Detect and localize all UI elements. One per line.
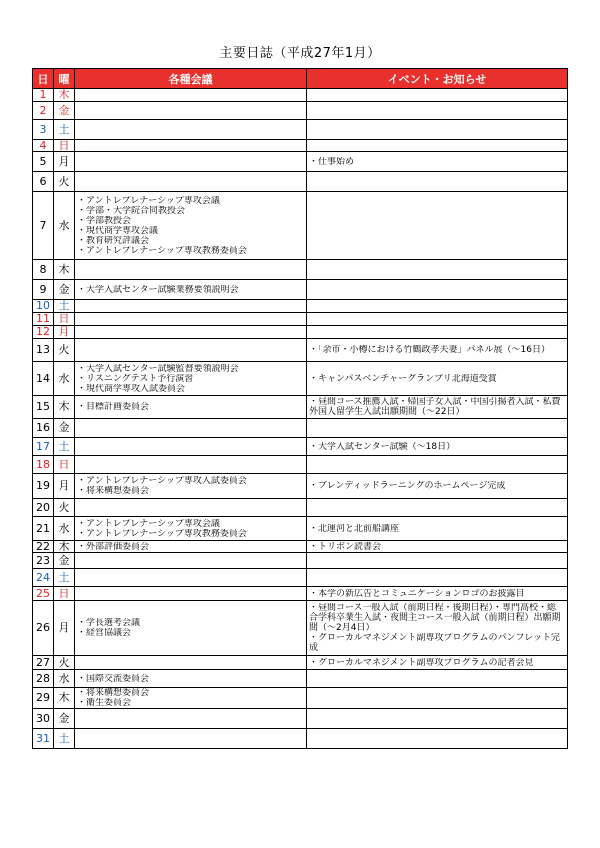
events-cell bbox=[307, 729, 568, 749]
events-cell bbox=[307, 260, 568, 280]
day-cell: 22 bbox=[33, 541, 54, 553]
day-cell: 27 bbox=[33, 656, 54, 670]
meetings-cell bbox=[75, 396, 307, 419]
meetings-cell bbox=[75, 474, 307, 499]
table-row bbox=[33, 438, 568, 456]
table-body bbox=[33, 89, 568, 749]
meetings-cell bbox=[75, 140, 307, 152]
table-row bbox=[33, 709, 568, 729]
table-row bbox=[33, 152, 568, 172]
weekday-cell: 火 bbox=[54, 656, 75, 670]
events-cell bbox=[307, 456, 568, 474]
day-cell: 8 bbox=[33, 260, 54, 280]
weekday-cell: 水 bbox=[54, 517, 75, 541]
table-row bbox=[33, 419, 568, 438]
meeting-item: ・大学入試センター試験監督要領説明会 bbox=[77, 363, 239, 374]
weekday-cell: 月 bbox=[54, 601, 75, 656]
day-cell: 21 bbox=[33, 517, 54, 541]
meeting-item: ・将来構想委員会 bbox=[77, 688, 150, 698]
table-row bbox=[33, 517, 568, 541]
header-meetings: 各種会議 bbox=[75, 69, 307, 89]
table-row bbox=[33, 656, 568, 670]
day-cell: 26 bbox=[33, 601, 54, 656]
meetings-cell bbox=[75, 438, 307, 456]
event-item: ・大学入試センター試験（～18日） bbox=[309, 441, 456, 452]
meetings-cell bbox=[75, 553, 307, 569]
weekday-cell: 木 bbox=[54, 89, 75, 102]
table-row bbox=[33, 280, 568, 300]
weekday-cell: 金 bbox=[54, 419, 75, 438]
meetings-cell bbox=[75, 656, 307, 670]
weekday-cell: 金 bbox=[54, 102, 75, 120]
meetings-cell bbox=[75, 670, 307, 688]
events-cell bbox=[307, 280, 568, 300]
meetings-cell bbox=[75, 120, 307, 140]
event-item: ・ブレンディッドラーニングのホームページ完成 bbox=[309, 481, 506, 491]
events-cell bbox=[307, 300, 568, 313]
meeting-item: ・将来構想委員会 bbox=[77, 486, 150, 496]
table-header-row bbox=[33, 69, 568, 89]
events-cell bbox=[307, 601, 568, 656]
weekday-cell: 土 bbox=[54, 120, 75, 140]
events-cell bbox=[307, 339, 568, 362]
events-cell bbox=[307, 396, 568, 419]
day-cell: 11 bbox=[33, 313, 54, 326]
journal-table bbox=[32, 68, 568, 749]
meetings-cell bbox=[75, 280, 307, 300]
day-cell: 6 bbox=[33, 172, 54, 192]
meeting-item: ・アントレプレナーシップ専攻会議 bbox=[77, 195, 220, 206]
events-cell bbox=[307, 89, 568, 102]
meetings-cell bbox=[75, 569, 307, 587]
table-row bbox=[33, 300, 568, 313]
weekday-cell: 日 bbox=[54, 456, 75, 474]
events-cell bbox=[307, 541, 568, 553]
weekday-cell: 土 bbox=[54, 729, 75, 749]
day-cell: 15 bbox=[33, 396, 54, 419]
meetings-cell bbox=[75, 339, 307, 362]
meetings-cell bbox=[75, 587, 307, 601]
day-cell: 24 bbox=[33, 569, 54, 587]
events-cell bbox=[307, 140, 568, 152]
meetings-cell bbox=[75, 362, 307, 396]
events-cell bbox=[307, 102, 568, 120]
weekday-cell: 水 bbox=[54, 670, 75, 688]
weekday-cell: 日 bbox=[54, 313, 75, 326]
table-row bbox=[33, 587, 568, 601]
day-cell: 2 bbox=[33, 102, 54, 120]
day-cell: 13 bbox=[33, 339, 54, 362]
weekday-cell: 火 bbox=[54, 339, 75, 362]
weekday-cell: 木 bbox=[54, 396, 75, 419]
table-row bbox=[33, 569, 568, 587]
weekday-cell: 月 bbox=[54, 152, 75, 172]
weekday-cell: 水 bbox=[54, 192, 75, 260]
table-row bbox=[33, 456, 568, 474]
day-cell: 20 bbox=[33, 499, 54, 517]
table-row bbox=[33, 326, 568, 339]
event-item: ・「余市・小樽における竹鶴政孝夫妻」パネル展（～16日） bbox=[309, 345, 550, 355]
event-item: ・グローカルマネジメント副専攻プログラムの記者会見 bbox=[309, 657, 534, 668]
events-cell bbox=[307, 313, 568, 326]
day-cell: 23 bbox=[33, 553, 54, 569]
meeting-item: ・目標計画委員会 bbox=[77, 402, 150, 412]
table-row bbox=[33, 396, 568, 419]
weekday-cell: 金 bbox=[54, 280, 75, 300]
event-item: ・昼間コース推薦入試・帰国子女入試・中国引揚者入試・私費外国人留学生入試出願期間（～22日） bbox=[309, 397, 561, 417]
meetings-cell bbox=[75, 601, 307, 656]
meetings-cell bbox=[75, 152, 307, 172]
day-cell: 10 bbox=[33, 300, 54, 313]
meetings-cell bbox=[75, 688, 307, 709]
events-cell bbox=[307, 172, 568, 192]
events-cell bbox=[307, 474, 568, 499]
meeting-item: ・学部・大学院合同教授会 bbox=[77, 205, 186, 216]
table-row bbox=[33, 102, 568, 120]
events-cell bbox=[307, 709, 568, 729]
day-cell: 7 bbox=[33, 192, 54, 260]
meetings-cell bbox=[75, 192, 307, 260]
meeting-item: ・学部教授会 bbox=[77, 215, 132, 226]
weekday-cell: 水 bbox=[54, 362, 75, 396]
header-dow: 曜 bbox=[54, 69, 75, 89]
day-cell: 18 bbox=[33, 456, 54, 474]
table-row bbox=[33, 120, 568, 140]
header-day: 日 bbox=[33, 69, 54, 89]
meetings-cell bbox=[75, 499, 307, 517]
table-row bbox=[33, 172, 568, 192]
event-item: ・北運河と北前船講座 bbox=[309, 523, 400, 534]
meeting-item: ・アントレプレナーシップ専攻入試委員会 bbox=[77, 476, 247, 486]
events-cell bbox=[307, 438, 568, 456]
events-cell bbox=[307, 419, 568, 438]
weekday-cell: 火 bbox=[54, 172, 75, 192]
table-row bbox=[33, 729, 568, 749]
table-row bbox=[33, 260, 568, 280]
table-row bbox=[33, 553, 568, 569]
event-item: ・仕事始め bbox=[309, 156, 355, 167]
event-item: ・キャンパスベンチャーグランプリ北海道受賞 bbox=[309, 373, 497, 384]
event-item: ・本学の新広告とコミュニケーションロゴのお披露目 bbox=[309, 588, 525, 599]
meetings-cell bbox=[75, 313, 307, 326]
events-cell bbox=[307, 553, 568, 569]
day-cell: 16 bbox=[33, 419, 54, 438]
meetings-cell bbox=[75, 709, 307, 729]
meetings-cell bbox=[75, 326, 307, 339]
table-row bbox=[33, 313, 568, 326]
weekday-cell: 木 bbox=[54, 541, 75, 553]
weekday-cell: 火 bbox=[54, 499, 75, 517]
meeting-item: ・現代商学専攻会議 bbox=[77, 225, 159, 236]
event-item: ・トリボン読書会 bbox=[309, 541, 382, 552]
day-cell: 14 bbox=[33, 362, 54, 396]
meeting-item: ・リスニングテスト予行演習 bbox=[77, 373, 194, 384]
header-events: イベント・お知らせ bbox=[307, 69, 568, 89]
table-row bbox=[33, 362, 568, 396]
meetings-cell bbox=[75, 172, 307, 192]
day-cell: 5 bbox=[33, 152, 54, 172]
meeting-item: ・経営協議会 bbox=[77, 628, 132, 638]
table-row bbox=[33, 499, 568, 517]
weekday-cell: 日 bbox=[54, 587, 75, 601]
weekday-cell: 日 bbox=[54, 140, 75, 152]
meeting-item: ・アントレプレナーシップ専攻教務委員会 bbox=[77, 528, 247, 539]
events-cell bbox=[307, 587, 568, 601]
day-cell: 17 bbox=[33, 438, 54, 456]
events-cell bbox=[307, 656, 568, 670]
meetings-cell bbox=[75, 89, 307, 102]
meeting-item: ・教育研究評議会 bbox=[77, 235, 150, 246]
meeting-item: ・大学入試センター試験業務要領説明会 bbox=[77, 284, 239, 295]
table-row bbox=[33, 192, 568, 260]
table-row bbox=[33, 474, 568, 499]
weekday-cell: 木 bbox=[54, 260, 75, 280]
day-cell: 29 bbox=[33, 688, 54, 709]
day-cell: 31 bbox=[33, 729, 54, 749]
meeting-item: ・外部評価委員会 bbox=[77, 541, 150, 552]
day-cell: 19 bbox=[33, 474, 54, 499]
weekday-cell: 金 bbox=[54, 709, 75, 729]
meetings-cell bbox=[75, 541, 307, 553]
meetings-cell bbox=[75, 300, 307, 313]
event-item: ・昼間コース一般入試（前期日程・後期日程）・専門高校・総合学科卒業生入試・夜間主コース一般入試（前期日程）出願期間（～2月4日） bbox=[309, 603, 561, 633]
table-row bbox=[33, 688, 568, 709]
day-cell: 1 bbox=[33, 89, 54, 102]
events-cell bbox=[307, 120, 568, 140]
weekday-cell: 土 bbox=[54, 438, 75, 456]
table-row bbox=[33, 140, 568, 152]
day-cell: 25 bbox=[33, 587, 54, 601]
events-cell bbox=[307, 326, 568, 339]
table-row bbox=[33, 601, 568, 656]
events-cell bbox=[307, 192, 568, 260]
meetings-cell bbox=[75, 419, 307, 438]
meeting-item: ・アントレプレナーシップ専攻会議 bbox=[77, 518, 220, 529]
events-cell bbox=[307, 362, 568, 396]
meeting-item: ・現代商学専攻入試委員会 bbox=[77, 383, 186, 394]
meeting-item: ・学長選考会議 bbox=[77, 618, 141, 628]
weekday-cell: 土 bbox=[54, 300, 75, 313]
events-cell bbox=[307, 499, 568, 517]
meeting-item: ・衛生委員会 bbox=[77, 698, 132, 708]
events-cell bbox=[307, 517, 568, 541]
events-cell bbox=[307, 569, 568, 587]
meetings-cell bbox=[75, 102, 307, 120]
meeting-item: ・国際交流委員会 bbox=[77, 673, 150, 684]
weekday-cell: 土 bbox=[54, 569, 75, 587]
meetings-cell bbox=[75, 260, 307, 280]
meetings-cell bbox=[75, 729, 307, 749]
day-cell: 4 bbox=[33, 140, 54, 152]
events-cell bbox=[307, 670, 568, 688]
day-cell: 28 bbox=[33, 670, 54, 688]
day-cell: 3 bbox=[33, 120, 54, 140]
table-row bbox=[33, 339, 568, 362]
weekday-cell: 月 bbox=[54, 474, 75, 499]
table-row bbox=[33, 89, 568, 102]
day-cell: 12 bbox=[33, 326, 54, 339]
weekday-cell: 金 bbox=[54, 553, 75, 569]
table-row bbox=[33, 541, 568, 553]
events-cell bbox=[307, 688, 568, 709]
event-item: ・グローカルマネジメント副専攻プログラムのパンフレット完成 bbox=[309, 633, 561, 653]
day-cell: 30 bbox=[33, 709, 54, 729]
meetings-cell bbox=[75, 456, 307, 474]
page-title: 主要日誌（平成27年1月） bbox=[219, 46, 381, 61]
meetings-cell bbox=[75, 517, 307, 541]
day-cell: 9 bbox=[33, 280, 54, 300]
events-cell bbox=[307, 152, 568, 172]
weekday-cell: 月 bbox=[54, 326, 75, 339]
table-row bbox=[33, 670, 568, 688]
meeting-item: ・アントレプレナーシップ専攻教務委員会 bbox=[77, 245, 247, 256]
weekday-cell: 木 bbox=[54, 688, 75, 709]
